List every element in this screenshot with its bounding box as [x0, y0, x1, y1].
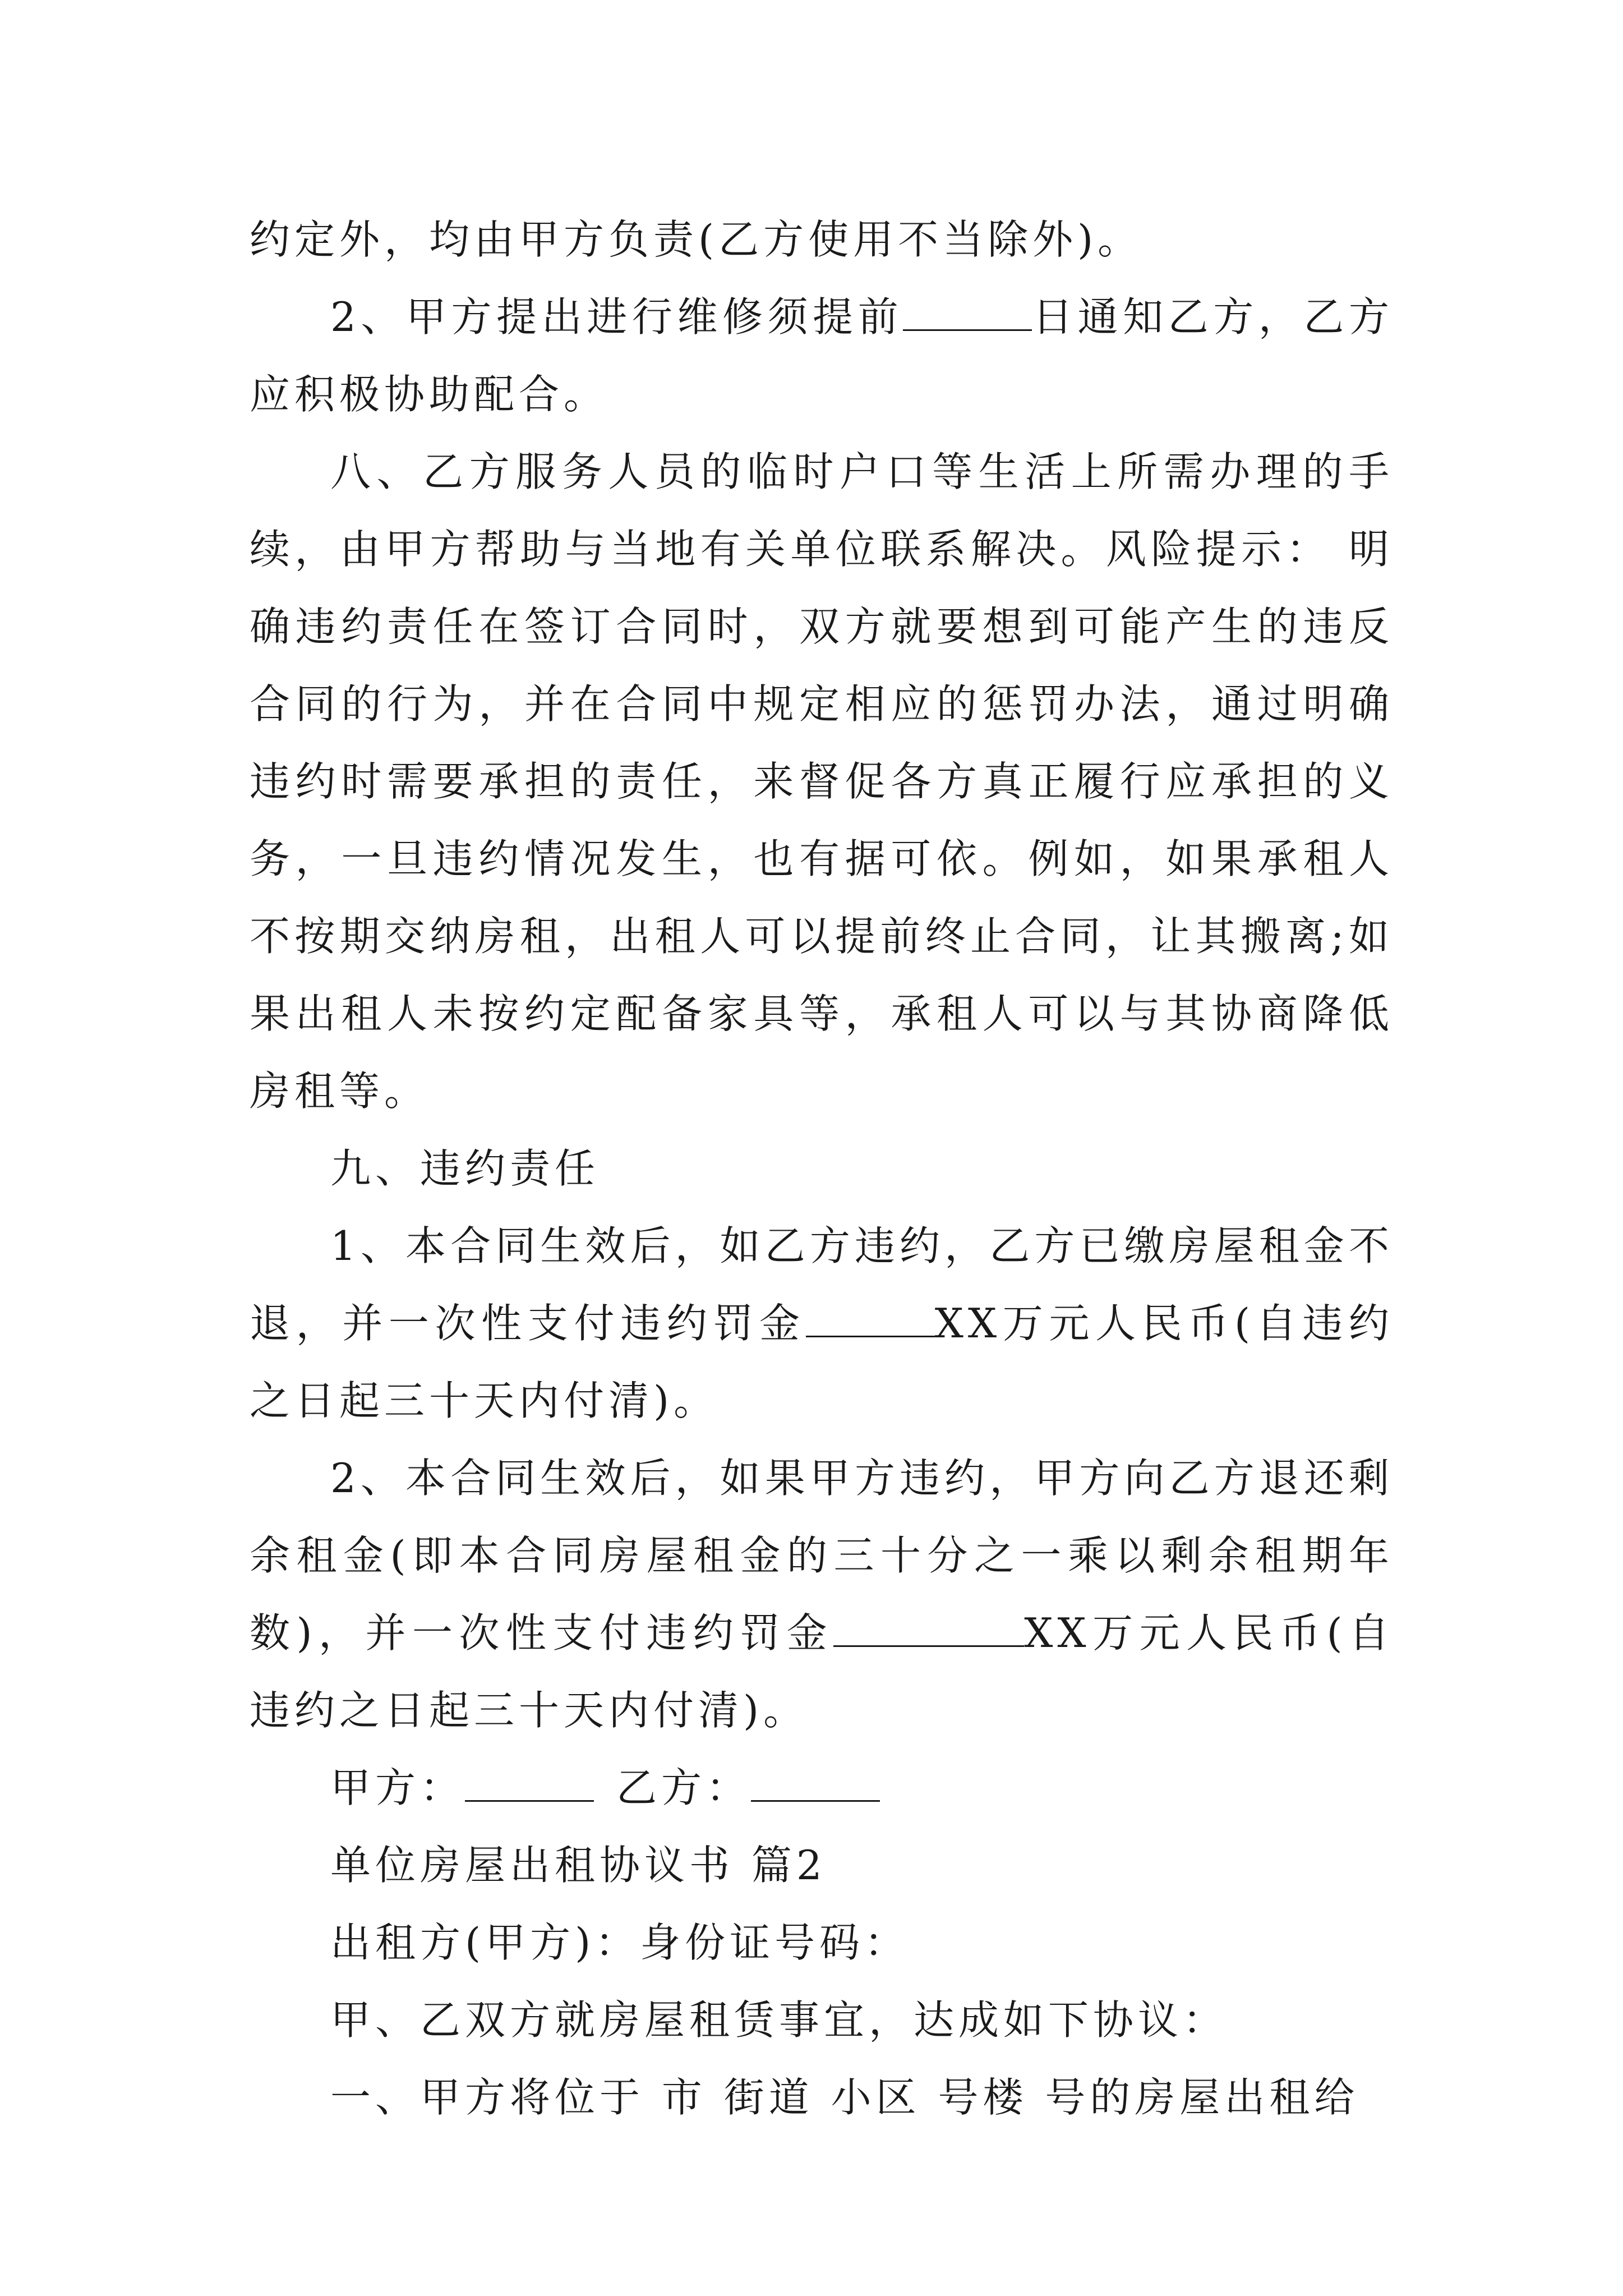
paragraph-p5: [250, 1207, 1394, 1439]
fill-in-blank: [806, 1299, 935, 1337]
paragraph-p10: [250, 1981, 1394, 2059]
paragraph-p3: [250, 433, 1394, 1130]
paragraph-text: 日通知乙方，乙方应积极协助配合。: [250, 293, 1394, 418]
paragraph-p4: [250, 1130, 1394, 1207]
paragraph-text: 乙方：: [616, 1764, 751, 1811]
fill-in-blank: [833, 1609, 1024, 1647]
paragraph-p8: [250, 1826, 1394, 1904]
paragraph-p9: [250, 1904, 1394, 1981]
paragraph-text: XX万元人民币(自违约之日起三十天内付清)。: [250, 1300, 1394, 1424]
paragraph-text: XX万元人民币(自违约之日起三十天内付清)。: [250, 1609, 1394, 1734]
paragraph-text: 约定外，均由甲方负责(乙方使用不当除外)。: [250, 216, 1143, 263]
paragraph-text: 2、甲方提出进行维修须提前: [330, 293, 903, 341]
fill-in-blank: [465, 1764, 594, 1802]
paragraph-text: 2、本合同生效后，如果甲方违约，甲方向乙方退还剩余租金(即本合同房屋租金的三十分之一乘以剩余租期年数)，并一次性支付违约罚金: [250, 1455, 1394, 1657]
paragraph-text: 1、本合同生效后，如乙方违约，乙方已缴房屋租金不退，并一次性支付违约罚金: [250, 1222, 1394, 1347]
paragraph-text: 甲、乙双方就房屋租赁事宜，达成如下协议：: [330, 1996, 1228, 2044]
paragraph-p7: [250, 1749, 1394, 1826]
paragraph-p2: [250, 278, 1394, 433]
fill-in-blank: [751, 1764, 880, 1802]
paragraph-p6: [250, 1439, 1394, 1749]
paragraph-p11: [250, 2059, 1394, 2136]
paragraph-text: 单位房屋出租协议书 篇2: [330, 1842, 827, 1889]
fill-in-blank: [903, 293, 1032, 331]
paragraph-text: 甲方：: [330, 1764, 465, 1811]
paragraph-text: 出租方(甲方)：身份证号码：: [330, 1919, 910, 1966]
document-body: [250, 201, 1394, 2136]
paragraph-p1: [250, 201, 1394, 278]
paragraph-text: 一、甲方将位于 市 街道 小区 号楼 号的房屋出租给: [330, 2074, 1359, 2121]
paragraph-text: 八、乙方服务人员的临时户口等生活上所需办理的手续，由甲方帮助与当地有关单位联系解决。风险提示： 明确违约责任在签订合同时，双方就要想到可能产生的违反合同的行为，并在合同中规定相应的惩罚办法，通过明确违约时需要承担的责任，来督促各方真正履行应承担的义务，一旦违约情况发生，也有据可依。例如，如果承租人不按期交纳房租，出租人可以提前终止合同，让其搬离;如果出租人未按约定配备家具等，承租人可以与其协商降低房租等。: [250, 448, 1394, 1115]
paragraph-text: 九、违约责任: [330, 1145, 600, 1192]
